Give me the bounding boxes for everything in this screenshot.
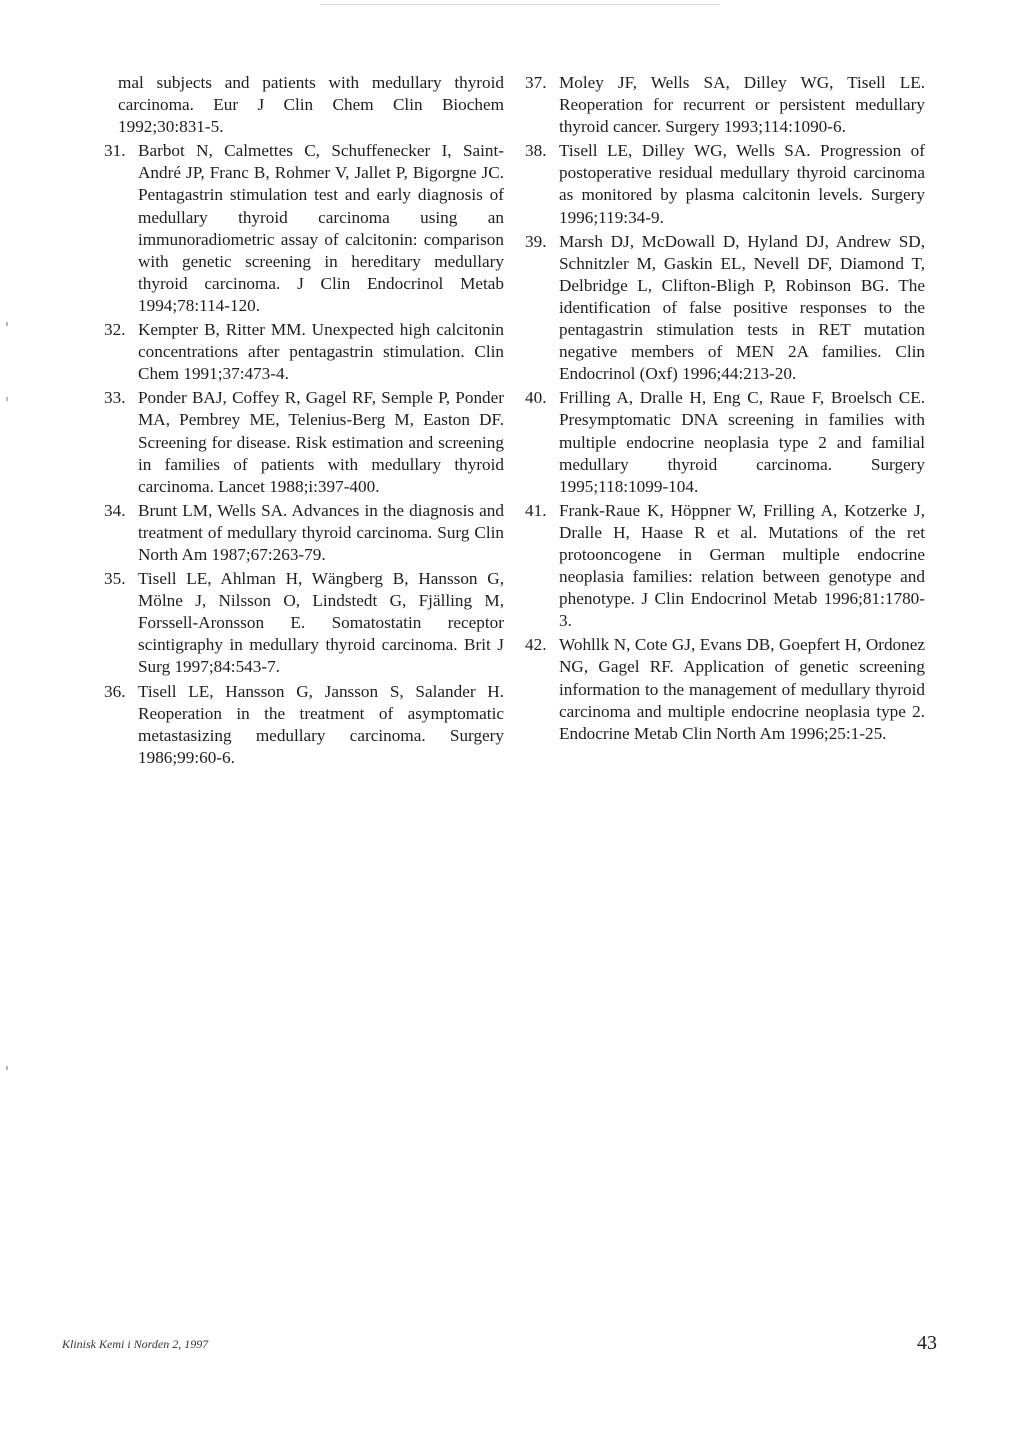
reference-text: Tisell LE, Hansson G, Jansson S, Salander H. Reoperation in the treatment of asymptomatic metastasizing medullary carcinoma. Surgery 1986;99:60-6.	[138, 681, 504, 767]
top-divider	[320, 4, 720, 5]
reference-item-34	[104, 500, 504, 566]
reference-item-35	[104, 568, 504, 678]
reference-number: 31.	[104, 141, 126, 161]
reference-number: 32.	[104, 320, 126, 340]
page-number: 43	[917, 1332, 937, 1354]
reference-text: Frilling A, Dralle H, Eng C, Raue F, Broelsch CE. Presymptomatic DNA screening in families with multiple endocrine neoplasia type 2 and familial medullary thyroid carcinoma. Surgery 1995;118:1099-104.	[559, 388, 925, 496]
reference-text: Marsh DJ, McDowall D, Hyland DJ, Andrew SD, Schnitzler M, Gaskin EL, Nevell DF, Diamond T, Delbridge L, Clifton-Bligh P, Robinson BG. The identification of false positive responses to the pentagastrin stimulation tests in RET mutation negative members of MEN 2A families. Clin Endocrinol (Oxf) 1996;44:213-20.	[559, 231, 925, 384]
reference-number: 36.	[104, 681, 126, 701]
reference-continuation: mal subjects and patients with medullary thyroid carcinoma. Eur J Clin Chem Clin Biochem 1992;30:831-5.	[118, 73, 504, 137]
reference-item-41	[525, 500, 925, 633]
scan-speck	[6, 397, 8, 401]
reference-item-40	[525, 387, 925, 497]
reference-text: Wohllk N, Cote GJ, Evans DB, Goepfert H, Ordonez NG, Gagel RF. Application of genetic screening information to the management of medullary thyroid carcinoma and multiple endocrine neoplasia type 2. Endocrine Metab Clin North Am 1996;25:1-25.	[559, 635, 925, 743]
reference-text: Ponder BAJ, Coffey R, Gagel RF, Semple P, Ponder MA, Pembrey ME, Telenius-Berg M, Easton DF. Screening for disease. Risk estimation and screening in families of patients with medullary thyroid carcinoma. Lancet 1988;i:397-400.	[138, 388, 504, 496]
reference-number: 42.	[525, 635, 547, 655]
reference-text: Brunt LM, Wells SA. Advances in the diagnosis and treatment of medullary thyroid carcinoma. Surg Clin North Am 1987;67:263-79.	[138, 500, 504, 564]
reference-text: Tisell LE, Ahlman H, Wängberg B, Hansson G, Mölne J, Nilsson O, Lindstedt G, Fjälling M, Forssell-Aronsson E. Somatostatin receptor scintigraphy in medullary thyroid carcinoma. Brit J Surg 1997;84:543-7.	[138, 569, 504, 677]
reference-text: Tisell LE, Dilley WG, Wells SA. Progression of postoperative residual medullary thyroid carcinoma as monitored by plasma calcitonin levels. Surgery 1996;119:34-9.	[559, 141, 925, 227]
reference-item-36	[104, 681, 504, 769]
reference-number: 41.	[525, 500, 547, 520]
reference-item-39	[525, 231, 925, 386]
reference-number: 37.	[525, 73, 547, 92]
reference-text: Kempter B, Ritter MM. Unexpected high calcitonin concentrations after pentagastrin stimulation. Clin Chem 1991;37:473-4.	[138, 320, 504, 384]
reference-item-42	[525, 634, 925, 744]
scan-speck	[6, 322, 8, 326]
reference-item-32	[104, 319, 504, 385]
reference-column-right	[525, 72, 925, 747]
reference-item-37	[525, 72, 925, 138]
reference-number: 34.	[104, 500, 126, 520]
reference-column-left	[104, 72, 504, 771]
reference-text: Frank-Raue K, Höppner W, Frilling A, Kotzerke J, Dralle H, Haase R et al. Mutations of the ret protooncogene in German multiple endocrine neoplasia families: relation between genotype and phenotype. J Clin Endocrinol Metab 1996;81:1780-3.	[559, 500, 925, 631]
reference-number: 39.	[525, 231, 547, 251]
scan-speck	[6, 1066, 8, 1070]
reference-text: Moley JF, Wells SA, Dilley WG, Tisell LE. Reoperation for recurrent or persistent medullary thyroid cancer. Surgery 1993;114:1090-6.	[559, 73, 925, 137]
reference-item-33	[104, 387, 504, 497]
footer-journal-title: Klinisk Kemi i Norden 2, 1997	[62, 1337, 209, 1351]
reference-item-31	[104, 140, 504, 317]
reference-number: 38.	[525, 141, 547, 161]
reference-number: 33.	[104, 388, 126, 408]
reference-item-38	[525, 140, 925, 228]
reference-text: Barbot N, Calmettes C, Schuffenecker I, Saint-André JP, Franc B, Rohmer V, Jallet P, Bigorgne JC. Pentagastrin stimulation test and early diagnosis of medullary thyroid carcinoma using an immunoradiometric assay of calcitonin: comparison with genetic screening in hereditary medullary thyroid carcinoma. J Clin Endocrinol Metab 1994;78:114-120.	[138, 141, 504, 315]
reference-number: 35.	[104, 569, 126, 589]
reference-number: 40.	[525, 388, 547, 408]
